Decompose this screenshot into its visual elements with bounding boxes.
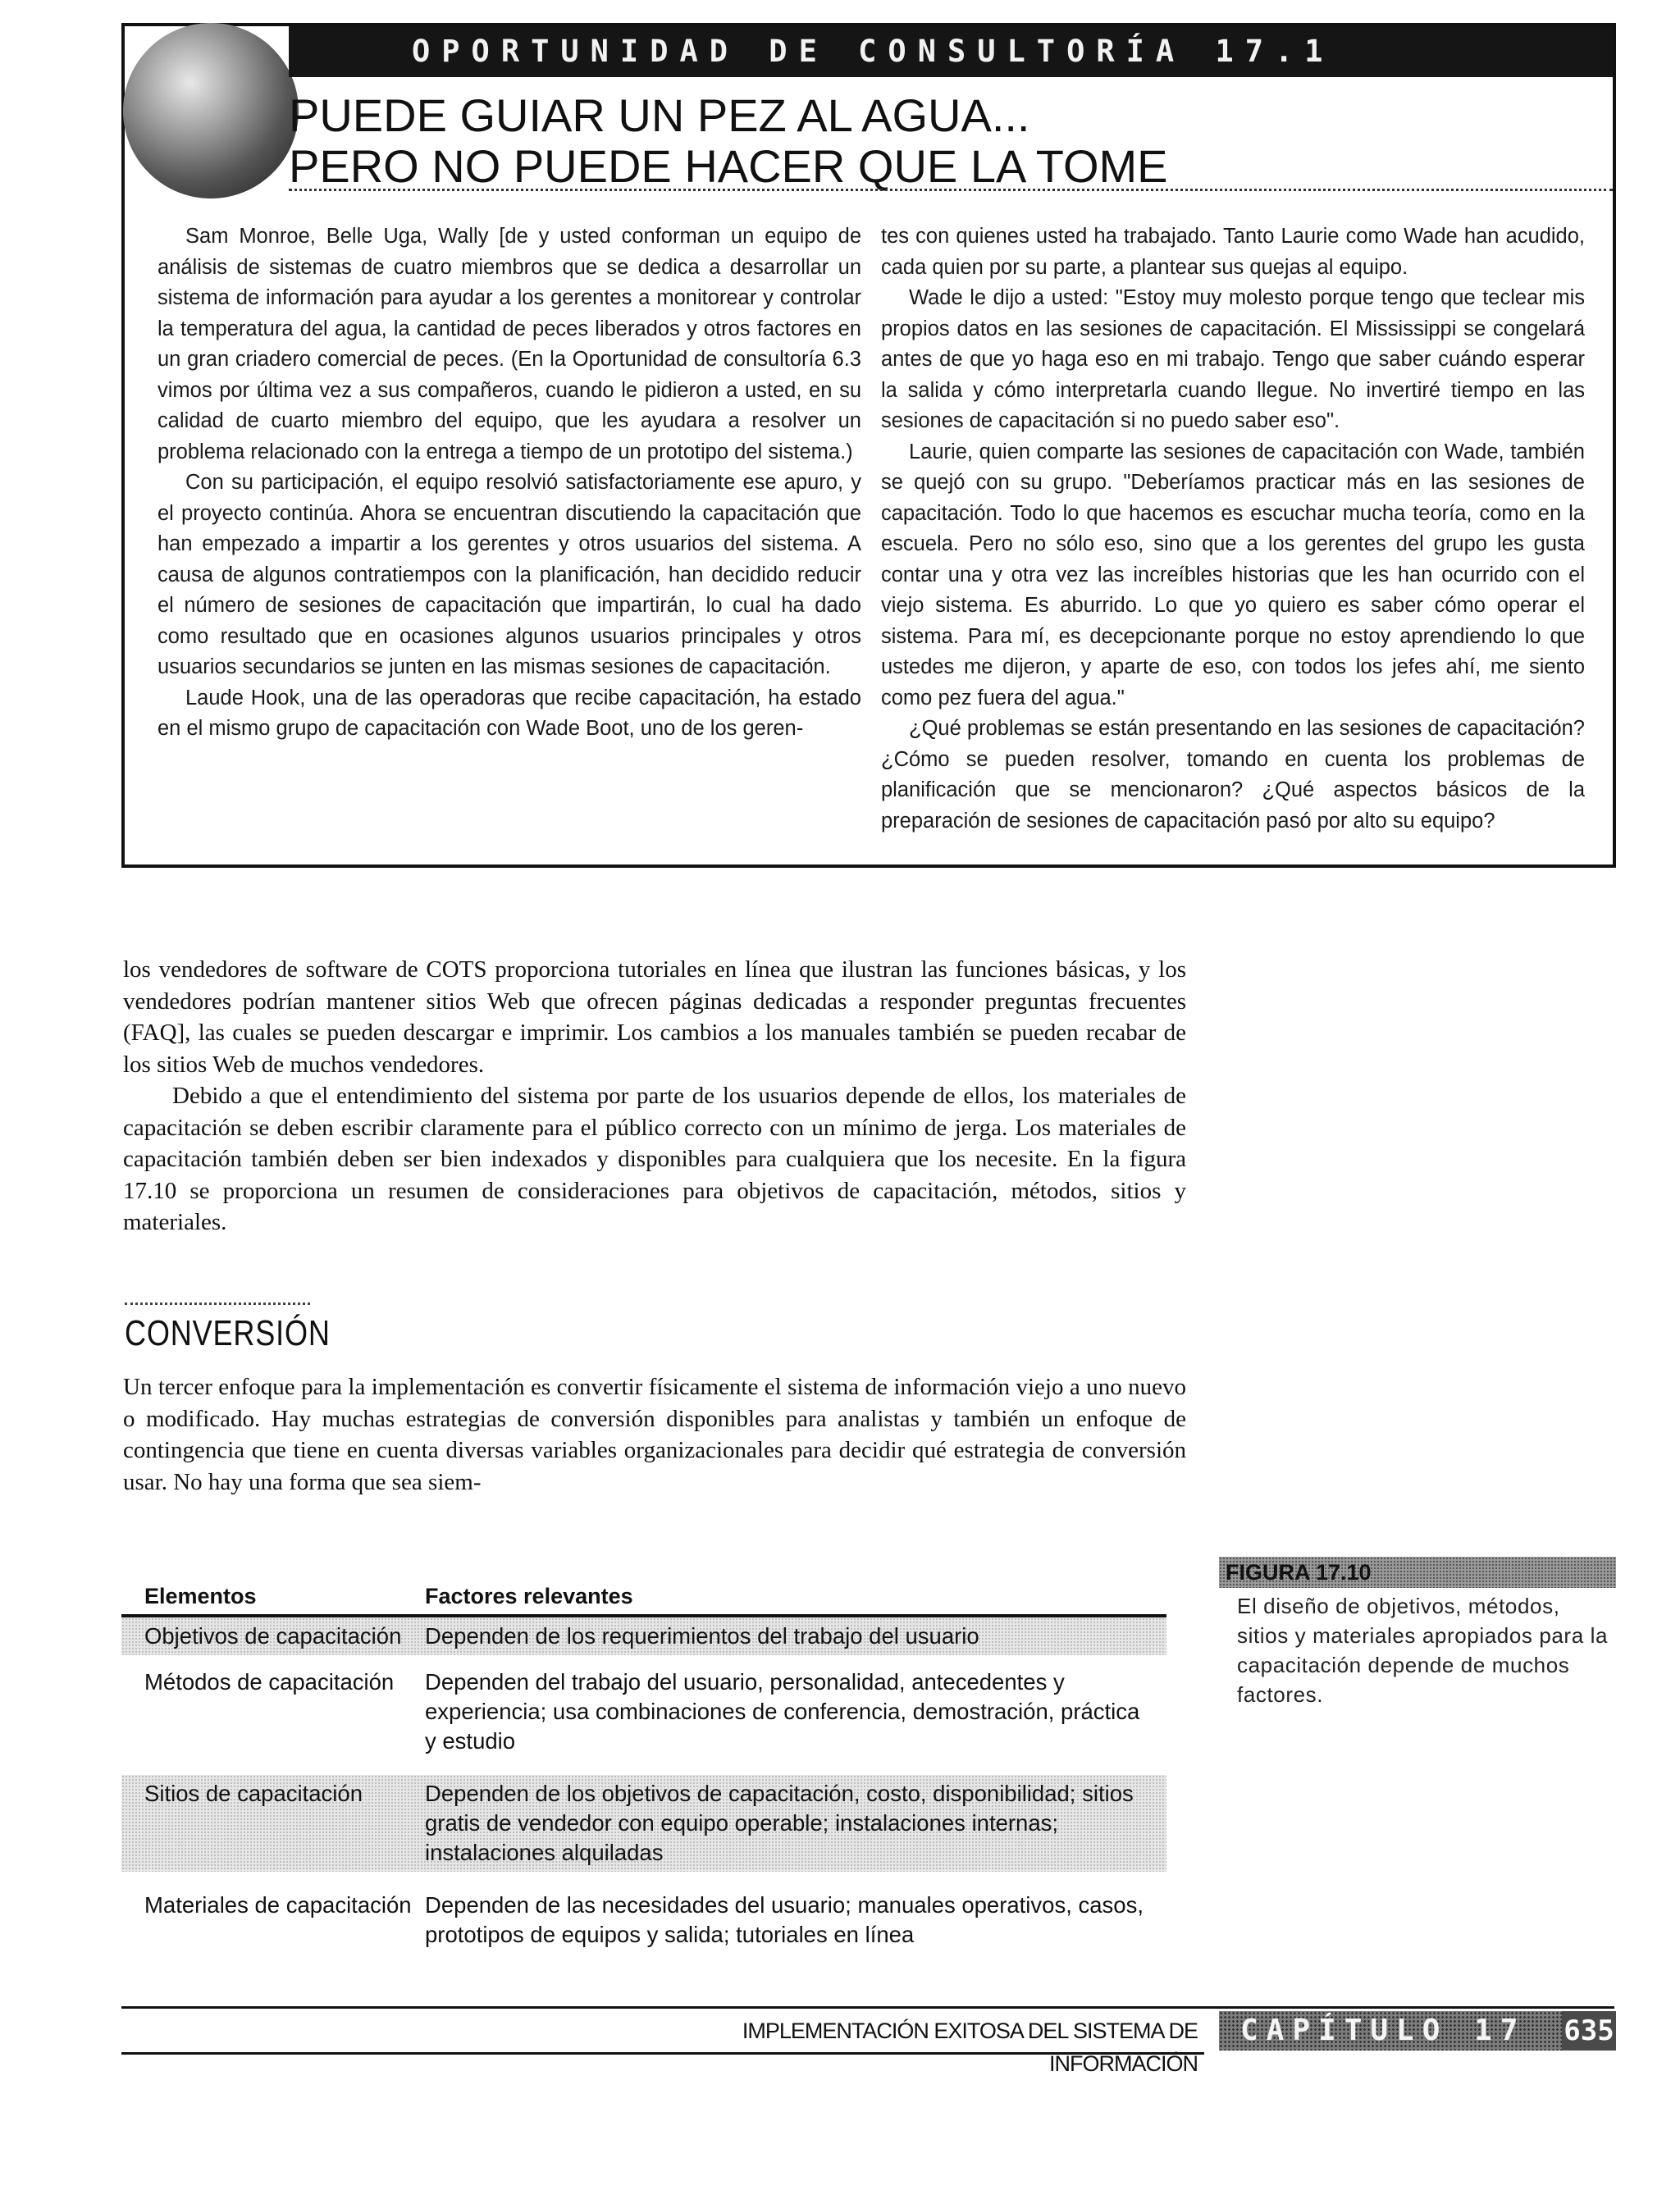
row-factors: Dependen de los requerimientos del trabajo del usuario [425, 1623, 979, 1649]
row-factors: Dependen del trabajo del usuario, personalidad, antecedentes y experiencia; usa combinaciones de conferencia, demostración, práctica y estudio [425, 1669, 1140, 1754]
row-factors: Dependen de los objetivos de capacitación, costo, disponibilidad; sitios gratis de vendedor con equipo operable; instalaciones internas; instalaciones alquiladas [425, 1781, 1134, 1865]
case-paragraph: Laude Hook, una de las operadoras que recibe capacitación, ha estado en el mismo grupo de capacitación con Wade Boot, uno de los geren- [158, 686, 861, 740]
footer-rule [121, 2006, 1614, 2009]
case-header-bar: OPORTUNIDAD DE CONSULTORÍA 17.1 [289, 26, 1613, 77]
row-factors: Dependen de las necesidades del usuario; manuales operativos, casos, prototipos de equipos y salida; tutoriales en línea [425, 1892, 1144, 1947]
case-title-divider [289, 189, 1613, 191]
running-footer-title: IMPLEMENTACIÓN EXITOSA DEL SISTEMA DE INFORMACIÓN [742, 2019, 1198, 2076]
body-paragraph: Debido a que el entendimiento del sistema por parte de los usuarios depende de ellos, los materiales de capacitación se deben escribir claramente para el público correcto con un mínimo de jerga. Los materiales de capacitación también deben ser bien indexados y disponibles para cualquiera que los necesite. En la figura 17.10 se proporciona un resumen de consideraciones para objetivos de capacitación, métodos, sitios y materiales. [123, 1083, 1186, 1235]
figure-label: FIGURA 17.10 [1219, 1557, 1616, 1588]
case-paragraph: Sam Monroe, Belle Uga, Wally [de y usted conforman un equipo de análisis de sistemas de cuatro miembros que se dedica a desarrollar un sistema de información para ayudar a los gerentes a monitorear y controlar la temperatura del agua, la cantidad de peces liberados y otros factores en un gran criadero comercial de peces. (En la Oportunidad de consultoría 6.3 vimos por última vez a sus compañeros, cuando le pidieron a usted, en su calidad de cuarto miembro del equipo, que les ayudara a resolver un problema relacionado con la entrega a tiempo de un prototipo del sistema.) [158, 225, 861, 463]
body-paragraph: los vendedores de software de COTS proporciona tutoriales en línea que ilustran las funciones básicas, y los vendedores podrían mantener sitios Web que ofrecen páginas dedicadas a responder preguntas frecuentes (FAQ], las cuales se pueden descargar e imprimir. Los cambios a los manuales también se pueden recabar de los sitios Web de muchos vendedores. [123, 956, 1186, 1078]
table-header [121, 1568, 1166, 1617]
table-row [121, 1663, 1166, 1760]
consulting-case-box [121, 23, 1616, 868]
figure-caption [1219, 1557, 1616, 1709]
case-title-line-1: PUEDE GUIAR UN PEZ AL AGUA... [289, 89, 1030, 141]
row-element: Objetivos de capacitación [144, 1623, 402, 1649]
body-paragraph: Un tercer enfoque para la implementación es convertir físicamente el sistema de información viejo a uno nuevo o modificado. Hay muchas estrategias de conversión disponibles para analistas y también un enfoque de contingencia que tiene en cuenta diversas variables organizacionales para decidir qué estrategia de conversión usar. No hay una forma que sea siem- [123, 1374, 1186, 1495]
column-header-elements: Elementos [144, 1584, 257, 1608]
table-row [121, 1775, 1166, 1872]
footer-rule [121, 2052, 1204, 2055]
row-element: Sitios de capacitación [144, 1781, 363, 1806]
case-paragraph: Laurie, quien comparte las sesiones de capacitación con Wade, también se quejó con su grupo. "Deberíamos practicar más en las sesiones de capacitación. Todo lo que hacemos es escuchar mucha teoría, como en la escuela. Pero no sólo eso, sino que a los gerentes del grupo les gusta contar una y otra vez las increíbles historias que les han ocurrido con el viejo sistema. Es aburrido. Lo que yo quiero es saber cómo operar el sistema. Para mí, es decepcionante porque no estoy aprendiendo lo que ustedes me dijeron, y aparte de eso, con todos los jefes ahí, me siento como pez fuera del agua." [881, 440, 1585, 709]
column-header-factors: Factores relevantes [425, 1584, 633, 1608]
case-title [289, 90, 1168, 192]
case-body [158, 221, 1585, 837]
case-column-2 [881, 221, 1585, 837]
case-column-1 [158, 221, 861, 837]
case-paragraph: Con su participación, el equipo resolvió satisfactoriamente ese apuro, y el proyecto continúa. Ahora se encuentran discutiendo la capacitación que han empezado a impartir a los gerentes y otros usuarios del sistema. A causa de algunos contratiempos con la planificación, han decidido reducir el número de sesiones de capacitación que impartirán, lo cual ha dado como resultado que en ocasiones algunos usuarios principales y otros usuarios secundarios se junten en las mismas sesiones de capacitación. [158, 471, 861, 678]
section-divider [125, 1302, 310, 1305]
row-element: Métodos de capacitación [144, 1669, 395, 1695]
chapter-label: CAPÍTULO 17 [1219, 2011, 1562, 2051]
figure-caption-text: El diseño de objetivos, métodos, sitios y materiales apropiados para la capacitación depende de muchos factores. [1237, 1594, 1609, 1707]
main-text-block-2 [123, 1371, 1186, 1498]
section-heading: CONVERSIÓN [125, 1313, 331, 1353]
page-number: 635 [1562, 2011, 1616, 2051]
main-text-block-1 [123, 954, 1186, 1239]
case-paragraph: ¿Qué problemas se están presentando en las sesiones de capacitación? ¿Cómo se pueden resolver, tomando en cuenta los problemas de planificación que se mencionaron? ¿Qué aspectos básicos de la preparación de sesiones de capacitación pasó por alto su equipo? [881, 717, 1585, 833]
globe-icon [123, 23, 299, 198]
row-element: Materiales de capacitación [144, 1892, 412, 1918]
case-title-line-2: PERO NO PUEDE HACER QUE LA TOME [289, 140, 1168, 192]
case-paragraph: Wade le dijo a usted: "Estoy muy molesto porque tengo que teclear mis propios datos en las sesiones de capacitación. El Mississippi se congelará antes de que yo haga eso en mi trabajo. Tengo que saber cuándo esperar la salida y cómo interpretarla cuando llegue. No invertiré tiempo en las sesiones de capacitación si no puedo saber eso". [881, 286, 1585, 432]
figure-table [121, 1568, 1166, 1954]
case-paragraph: tes con quienes usted ha trabajado. Tanto Laurie como Wade han acudido, cada quien por su parte, a plantear sus quejas al equipo. [881, 225, 1585, 279]
table-row [121, 1886, 1166, 1954]
table-row [121, 1617, 1166, 1655]
